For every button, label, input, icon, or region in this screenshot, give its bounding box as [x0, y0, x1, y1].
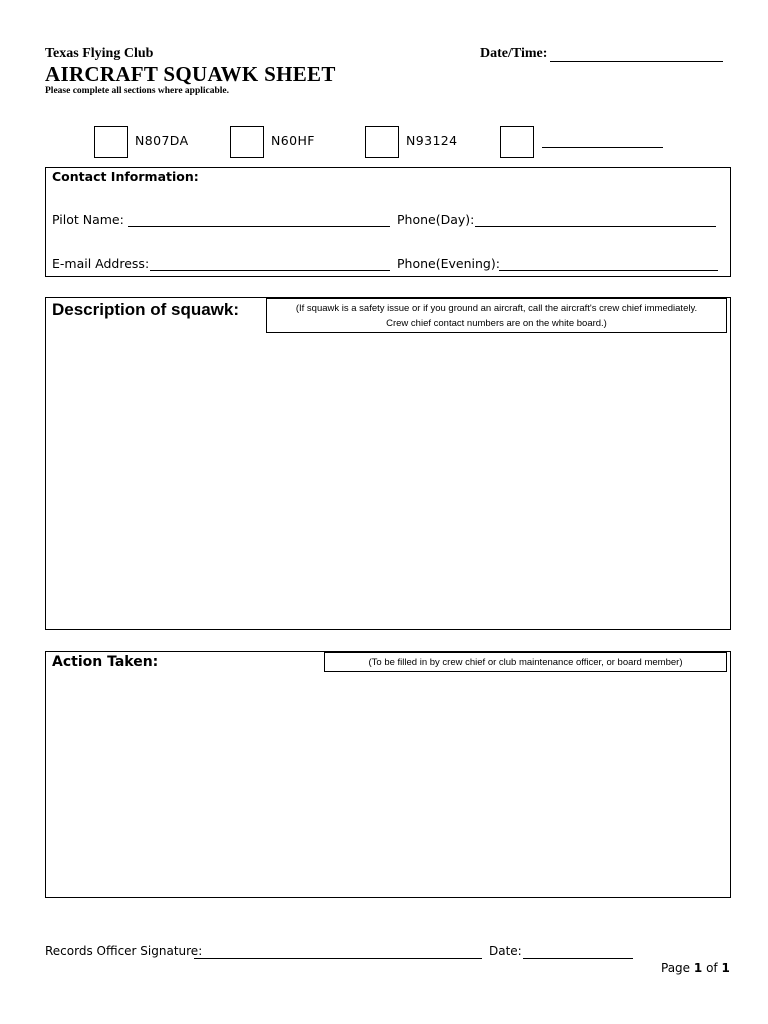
- action-area[interactable]: [45, 651, 731, 898]
- description-note: [266, 298, 727, 333]
- page-total: 1: [721, 961, 730, 975]
- datetime-label: Date/Time:: [480, 46, 548, 61]
- phone-day-label: Phone(Day):: [397, 212, 475, 227]
- club-name: Texas Flying Club: [45, 46, 154, 61]
- aircraft-other-field[interactable]: [542, 147, 663, 148]
- page-number: [661, 961, 730, 975]
- pilot-name-field[interactable]: [128, 226, 390, 227]
- aircraft-checkbox-other[interactable]: [500, 126, 534, 158]
- footer-date-field[interactable]: [523, 958, 633, 959]
- phone-evening-label: Phone(Evening):: [397, 256, 500, 271]
- email-field[interactable]: [150, 270, 390, 271]
- page-current: 1: [693, 961, 703, 975]
- aircraft-checkbox-1[interactable]: [94, 126, 128, 158]
- contact-title: Contact Information:: [52, 169, 199, 184]
- signature-field[interactable]: [194, 958, 482, 959]
- form-title: AIRCRAFT SQUAWK SHEET: [45, 62, 336, 86]
- email-label: E-mail Address:: [52, 256, 150, 271]
- datetime-field[interactable]: [550, 61, 723, 62]
- page-label: Page: [661, 961, 691, 975]
- aircraft-checkbox-3[interactable]: [365, 126, 399, 158]
- signature-label: Records Officer Signature:: [45, 944, 203, 958]
- aircraft-label-1: N807DA: [135, 133, 189, 148]
- aircraft-label-2: N60HF: [271, 133, 315, 148]
- page-of: of: [706, 961, 718, 975]
- description-title: Description of squawk:: [52, 300, 240, 319]
- footer-date-label: Date:: [489, 944, 522, 958]
- action-title: Action Taken:: [52, 654, 159, 670]
- action-note: (To be filled in by crew chief or club maintenance officer, or board member): [324, 652, 727, 672]
- description-note-line-1: (If squawk is a safety issue or if you ground an aircraft, call the aircraft's crew chief immediately.: [295, 303, 698, 314]
- phone-day-field[interactable]: [475, 226, 716, 227]
- description-note-line-2: Crew chief contact numbers are on the white board.): [386, 318, 607, 329]
- aircraft-checkbox-2[interactable]: [230, 126, 264, 158]
- description-area[interactable]: [45, 297, 731, 630]
- phone-evening-field[interactable]: [499, 270, 718, 271]
- form-subtitle: Please complete all sections where applicable.: [45, 86, 229, 96]
- aircraft-label-3: N93124: [406, 133, 458, 148]
- pilot-name-label: Pilot Name:: [52, 212, 124, 227]
